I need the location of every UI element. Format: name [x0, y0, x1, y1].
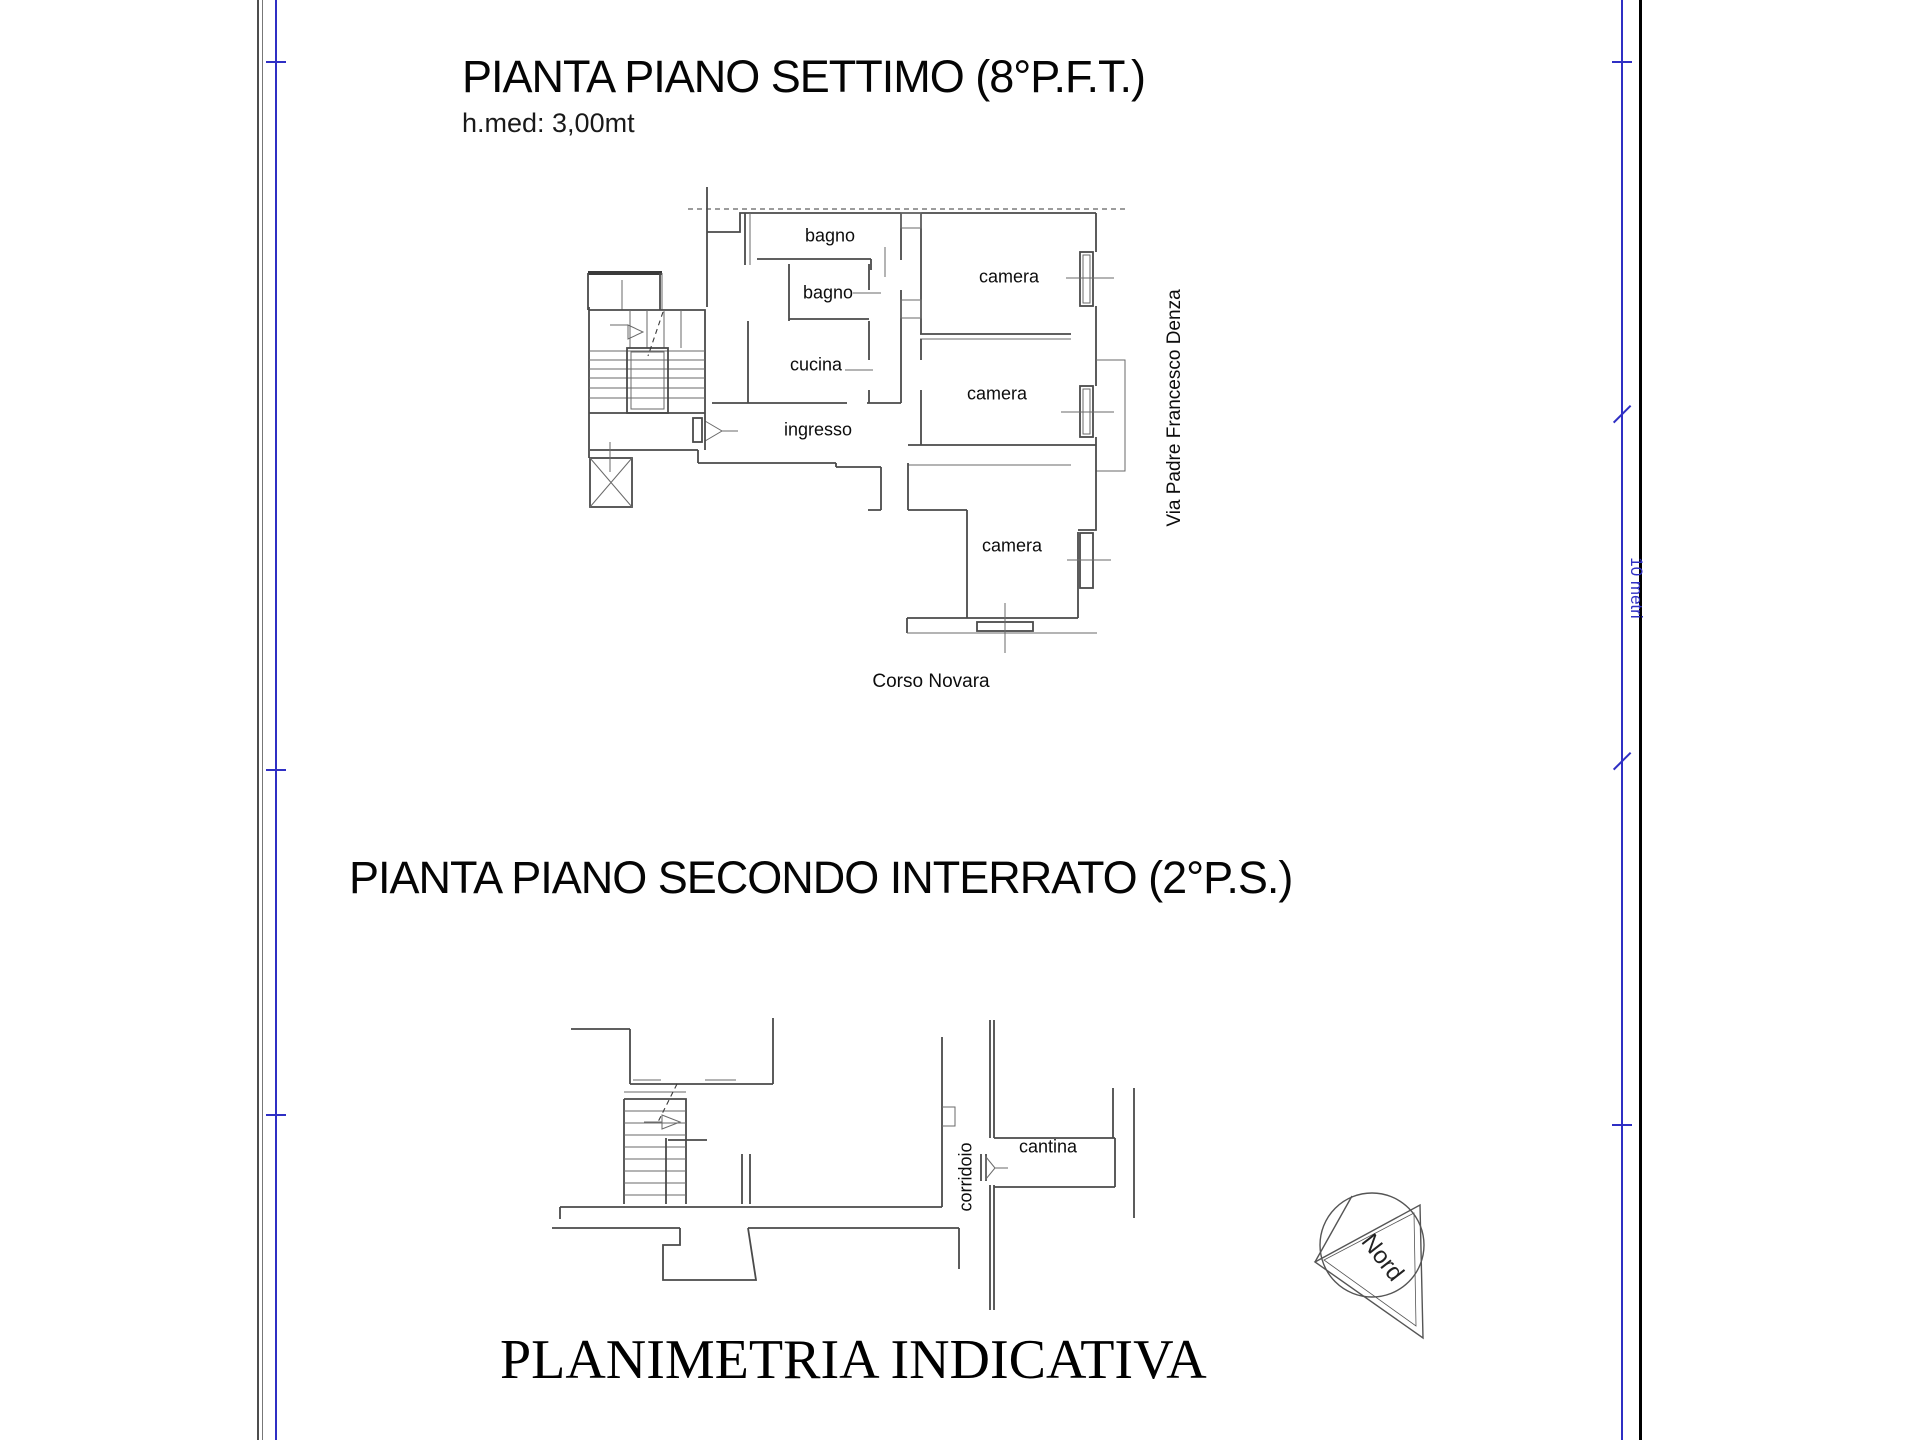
right-frame-line: [1639, 0, 1642, 1440]
upper-plan-title: PIANTA PIANO SETTIMO (8°P.F.T.): [462, 51, 1145, 102]
room-label-ingresso: ingresso: [783, 419, 853, 440]
right-dimension-tick: [1612, 1124, 1632, 1126]
room-label-camera-1: camera: [978, 266, 1040, 287]
left-dimension-tick: [266, 61, 286, 63]
left-dimension-tick: [266, 769, 286, 771]
left-frame-line-outer: [257, 0, 259, 1440]
room-label-corridoio: corridoio: [955, 1142, 976, 1212]
street-label-via-padre-francesco-denza: Via Padre Francesco Denza: [1164, 289, 1185, 527]
room-label-cucina: cucina: [789, 354, 843, 375]
room-label-bagno-1: bagno: [804, 225, 856, 246]
left-dimension-line: [275, 0, 277, 1440]
north-label: Nord: [1355, 1228, 1410, 1287]
right-dimension-line: [1621, 0, 1623, 1440]
lower-floor-plan-drawing: [548, 1008, 1168, 1318]
right-dimension-tick: [1612, 61, 1632, 63]
room-label-camera-2: camera: [966, 383, 1028, 404]
room-label-cantina: cantina: [1018, 1136, 1078, 1157]
scale-bar-label: 10 metri: [1627, 557, 1646, 619]
lower-plan-title: PIANTA PIANO SECONDO INTERRATO (2°P.S.): [349, 852, 1293, 903]
room-label-bagno-2: bagno: [802, 282, 854, 303]
room-label-camera-3: camera: [981, 535, 1043, 556]
upper-plan-subtitle: h.med: 3,00mt: [462, 108, 635, 138]
upper-floor-plan-drawing: [555, 160, 1215, 700]
left-dimension-tick: [266, 1114, 286, 1116]
street-label-corso-novara: Corso Novara: [872, 671, 990, 692]
left-frame-line-inner: [262, 0, 263, 1440]
sheet-footer-title: PLANIMETRIA INDICATIVA: [500, 1329, 1207, 1391]
